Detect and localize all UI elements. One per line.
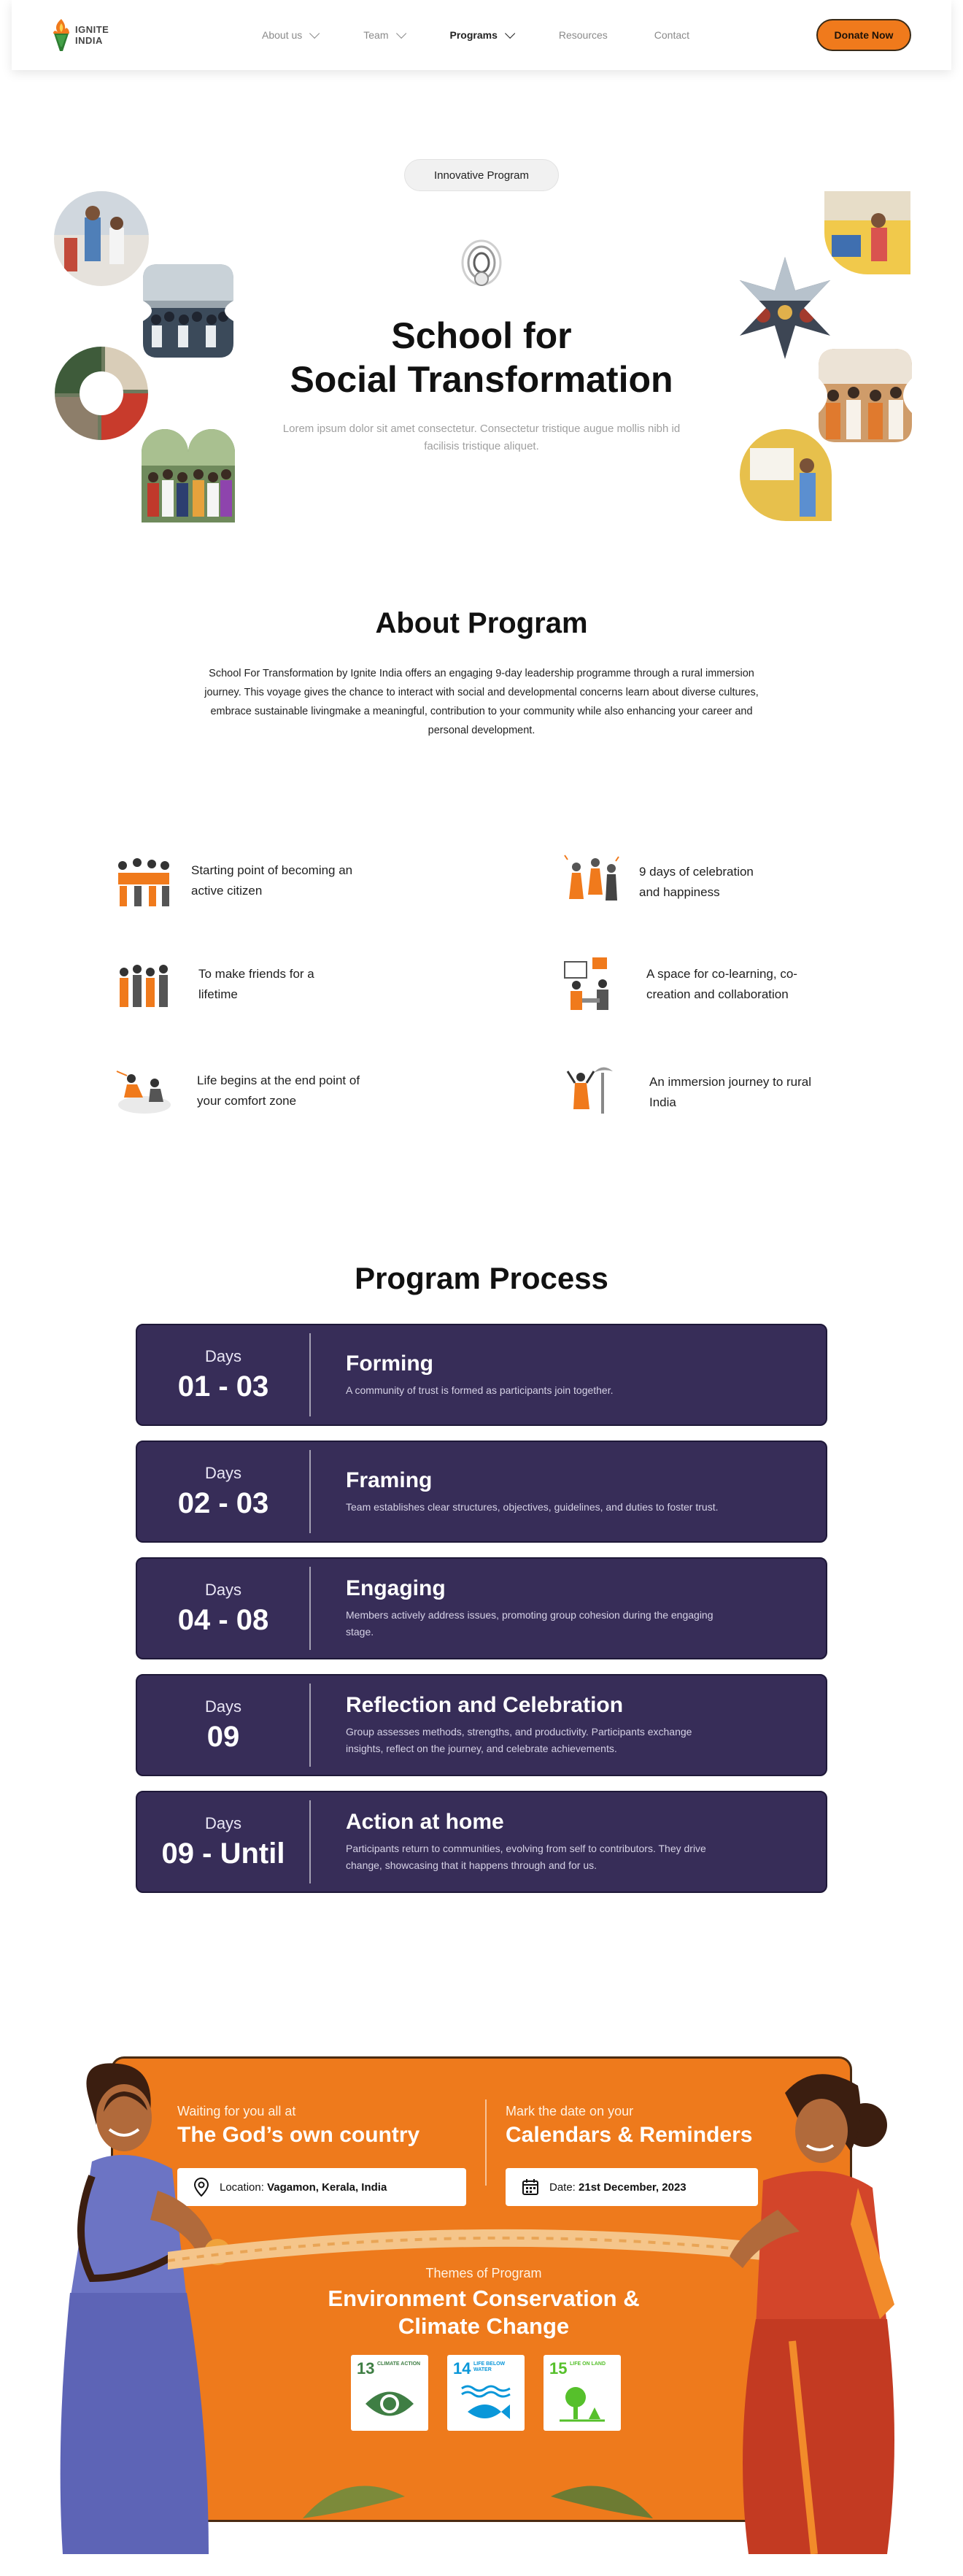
menu-label: Team xyxy=(363,29,389,41)
sdg-13-climate-action xyxy=(351,2355,428,2431)
comfort-zone-illustration-icon xyxy=(109,1057,178,1125)
hero-photo-classroom xyxy=(824,191,910,274)
event-banner xyxy=(0,2029,963,2554)
hero-photo-circle xyxy=(54,346,149,441)
date-value: 21st December, 2023 xyxy=(579,2180,687,2194)
themes-line1: Environment Conservation & xyxy=(328,2286,640,2311)
hero-photo-outdoor-group xyxy=(819,349,912,442)
chevron-down-icon xyxy=(396,28,406,39)
about-title: About Program xyxy=(375,607,588,639)
hero-photo-teaching xyxy=(740,429,832,521)
feature-text-line1: 9 days of celebration xyxy=(639,865,754,879)
feature-item xyxy=(109,950,416,1019)
menu-item-contact[interactable] xyxy=(654,29,689,41)
sdg-number: 14 xyxy=(453,2359,471,2378)
step-description: A community of trust is formed as participants join together. xyxy=(346,1384,614,1396)
hero-photo-group-building xyxy=(143,264,233,358)
chevron-down-icon xyxy=(309,28,320,39)
step-description: Participants return to communities, evolving from self to contributors. They drive change, showcasing that it happens through and for us. xyxy=(346,1843,706,1871)
feature-text-line2: creation and collaboration xyxy=(646,987,789,1001)
event-divider xyxy=(485,2099,487,2186)
tree-icon xyxy=(557,2383,608,2425)
right-character-illustration xyxy=(690,2064,902,2554)
sdg-label: LIFE BELOW WATER xyxy=(473,2361,506,2372)
feature-text-line1: An immersion journey to rural xyxy=(649,1075,812,1089)
hero-subtitle: Lorem ipsum dolor sit amet consectetur. Consectetur tristique augue mollis nibh id facilisis tristique aliquet. xyxy=(282,423,681,452)
feature-item xyxy=(109,1057,416,1125)
hero-title xyxy=(190,314,773,401)
location-value: Vagamon, Kerala, India xyxy=(267,2180,387,2194)
menu-label: Contact xyxy=(654,29,690,41)
process-title: Program Process xyxy=(355,1261,608,1295)
hero-photo-flower xyxy=(734,257,836,359)
about-description: School For Transformation by Ignite India offers an engaging 9-day leadership programme through a rural immersion journey. This voyage gives the chance to interact with social and developmental concerns learn about diverse cultures, embrace sustainable livingmake a meaningful, contribution to your community while also enhancing your career and personal development. xyxy=(204,668,759,736)
main-menu xyxy=(262,29,816,41)
themes-line2: Climate Change xyxy=(398,2313,570,2339)
eye-earth-icon xyxy=(364,2384,415,2423)
location-label: Location: xyxy=(220,2180,264,2194)
feature-text-line2: India xyxy=(649,1095,676,1109)
process-step-forming xyxy=(136,1324,827,1426)
collaboration-illustration-icon xyxy=(557,950,626,1019)
themes-heading xyxy=(265,2285,703,2340)
step-days-range: 02 - 03 xyxy=(177,1486,269,1519)
donate-now-button[interactable]: Donate Now xyxy=(816,19,911,51)
torch-logo-icon xyxy=(52,18,71,53)
hero-title-line2: Social Transformation xyxy=(290,359,673,400)
date-intro: Mark the date on your xyxy=(506,2104,634,2118)
hero-title-line1: School for xyxy=(391,315,572,356)
feature-text-line1: To make friends for a xyxy=(198,967,314,981)
program-badge: Innovative Program xyxy=(404,159,559,191)
celebration-illustration-icon xyxy=(557,848,626,917)
friends-illustration-icon xyxy=(109,950,178,1019)
feature-item xyxy=(557,950,864,1019)
menu-label: Resources xyxy=(558,29,608,41)
step-days-range: 04 - 08 xyxy=(177,1603,269,1636)
sdg-label: CLIMATE ACTION xyxy=(377,2361,421,2367)
hero-photo-students xyxy=(54,191,149,286)
step-description: Team establishes clear structures, objectives, guidelines, and duties to foster trust. xyxy=(346,1500,719,1513)
menu-item-programs[interactable] xyxy=(450,29,512,41)
sdg-label: LIFE ON LAND xyxy=(570,2361,606,2367)
step-description: Group assesses methods, strengths, and productivity. Participants exchange insights, reflect on the journey, and celebrate achievements. xyxy=(346,1726,692,1754)
menu-item-resources[interactable] xyxy=(559,29,608,41)
process-step-reflection xyxy=(136,1674,827,1776)
left-character-illustration xyxy=(48,2059,296,2554)
feature-item xyxy=(557,1058,864,1127)
feature-text-line2: and happiness xyxy=(639,885,720,899)
step-description: Members actively address issues, promoting group cohesion during the engaging stage. xyxy=(346,1609,713,1638)
fish-icon xyxy=(459,2383,513,2425)
process-step-framing xyxy=(136,1441,827,1543)
step-title: Forming xyxy=(346,1351,433,1376)
calendar-icon xyxy=(522,2178,539,2196)
step-days-label: Days xyxy=(204,1813,242,1832)
sdg-15-life-on-land xyxy=(544,2355,621,2431)
step-days-label: Days xyxy=(204,1697,242,1716)
feature-text-line2: active citizen xyxy=(191,884,263,898)
process-step-engaging xyxy=(136,1557,827,1659)
top-navbar xyxy=(12,0,951,70)
feature-text-line1: Starting point of becoming an xyxy=(191,863,353,877)
logo-text-line1: IGNITE xyxy=(75,24,109,35)
menu-item-about-us[interactable] xyxy=(262,29,317,41)
step-days-label: Days xyxy=(204,1580,242,1599)
feature-item xyxy=(557,848,864,917)
menu-label: About us xyxy=(262,29,303,41)
group-banner-illustration-icon xyxy=(109,847,178,915)
step-days-range: 09 xyxy=(206,1720,240,1753)
step-days-range: 09 - Until xyxy=(161,1837,285,1870)
date-heading: Calendars & Reminders xyxy=(506,2123,753,2147)
step-title: Framing xyxy=(346,1468,433,1492)
step-days-label: Days xyxy=(204,1463,242,1482)
menu-item-team[interactable] xyxy=(363,29,403,41)
feature-text-line1: Life begins at the end point of xyxy=(197,1073,360,1087)
feature-text-line1: A space for co-learning, co- xyxy=(646,967,797,981)
step-title: Action at home xyxy=(346,1810,504,1834)
ignite-india-logo[interactable] xyxy=(52,18,227,53)
step-title: Reflection and Celebration xyxy=(346,1693,624,1717)
hero-photo-group-outdoor xyxy=(142,429,235,522)
feature-text-line2: lifetime xyxy=(198,987,238,1001)
step-title: Engaging xyxy=(346,1576,446,1600)
menu-label: Programs xyxy=(449,29,498,41)
logo-text-line2: INDIA xyxy=(75,35,103,46)
sdg-number: 15 xyxy=(549,2359,568,2378)
process-step-action-at-home xyxy=(136,1791,827,1893)
step-days-label: Days xyxy=(204,1346,242,1365)
date-label: Date: xyxy=(549,2180,576,2194)
venue-heading: The God’s own country xyxy=(177,2123,420,2147)
themes-intro: Themes of Program xyxy=(425,2266,542,2280)
feature-text-line2: your comfort zone xyxy=(197,1094,297,1108)
rural-journey-illustration-icon xyxy=(557,1058,626,1127)
sdg-14-life-below-water xyxy=(447,2355,525,2431)
venue-intro: Waiting for you all at xyxy=(177,2104,296,2118)
feature-item xyxy=(109,847,416,915)
ripple-logo-icon xyxy=(457,235,506,292)
leaves-decoration xyxy=(303,2453,653,2518)
chevron-down-icon xyxy=(505,28,515,39)
sdg-number: 13 xyxy=(357,2359,375,2378)
step-days-range: 01 - 03 xyxy=(177,1370,269,1403)
